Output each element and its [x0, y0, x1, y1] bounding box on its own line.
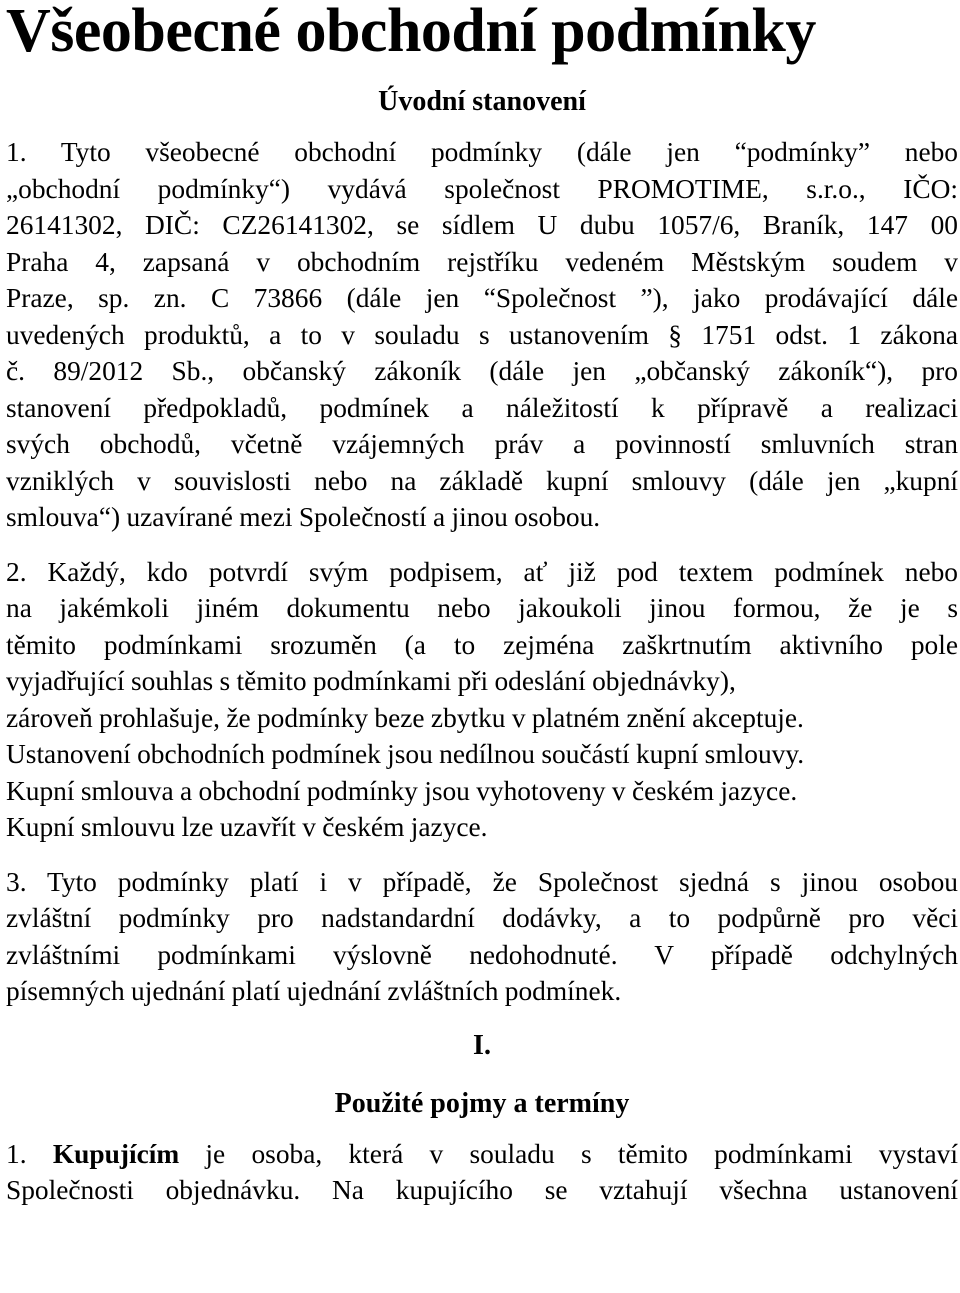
definition-paragraph [6, 1136, 958, 1209]
paragraph-line: zároveň prohlašuje, že podmínky beze zbytku v platném znění akceptuje. [6, 702, 804, 733]
paragraph-line: 3. Tyto podmínky platí i v případě, že Společnost sjedná s jinou osobou [6, 866, 958, 897]
section-title: Použité pojmy a termíny [334, 1087, 630, 1119]
paragraph-line [6, 1136, 958, 1173]
definition-text: je osoba, která v souladu s těmito podmínkami vystaví [179, 1138, 958, 1169]
paragraph-line: „obchodní podmínky“) vydává společnost PROMOTIME, s.r.o., IČO: [6, 173, 958, 204]
definition-term: Kupujícím [52, 1138, 180, 1169]
paragraph-line: svých obchodů, včetně vzájemných práv a povinností smluvních stran [6, 429, 958, 459]
paragraph-line: na jakémkoli jiném dokumentu nebo jakoukoli jinou formou, že je s [6, 593, 958, 623]
paragraph-line: 1. Tyto všeobecné obchodní podmínky (dále jen “podmínky” nebo [6, 137, 958, 167]
paragraph-line: zvláštní podmínky pro nadstandardní dodávky, a to podpůrně pro věci [6, 903, 958, 933]
document-page [6, 0, 958, 1209]
paragraph-line: Kupní smlouvu lze uzavřít v českém jazyce. [6, 812, 488, 842]
paragraph-line: zvláštními podmínkami výslovně nedohodnuté. V případě odchylných [6, 939, 958, 970]
paragraph-line: č. 89/2012 Sb., občanský zákoník (dále jen „občanský zákoník“), pro [6, 356, 958, 386]
paragraph-line: 26141302, DIČ: CZ26141302, se sídlem U dubu 1057/6, Braník, 147 00 [6, 210, 958, 240]
paragraph-line: stanovení předpokladů, podmínek a náležitostí k přípravě a realizaci [6, 392, 958, 423]
paragraph-2 [6, 554, 958, 846]
paragraph-line: Praha 4, zapsaná v obchodním rejstříku vedeném Městským soudem v [6, 246, 958, 277]
paragraph-line: uvedených produktů, a to v souladu s ustanovením § 1751 odst. 1 zákona [6, 319, 958, 350]
paragraph-line: písemných ujednání platí ujednání zvláštních podmínek. [6, 976, 622, 1006]
definition-number: 1. [6, 1138, 27, 1169]
paragraph-line: Praze, sp. zn. C 73866 (dále jen “Společnost ”), jako prodávající dále [6, 283, 958, 313]
paragraph-line: vzniklých v souvislosti nebo na základě kupní smlouvy (dále jen „kupní [6, 465, 958, 496]
paragraph-gap [6, 536, 958, 554]
paragraph-line: smlouva“) uzavírané mezi Společností a jinou osobou. [6, 502, 601, 532]
section-number: I. [473, 1029, 491, 1061]
paragraph-line: 2. Každý, kdo potvrdí svým podpisem, ať již pod textem podmínek nebo [6, 556, 958, 587]
paragraph-line: Ustanovení obchodních podmínek jsou nedílnou součástí kupní smlouvy. [6, 739, 805, 769]
paragraph-gap [6, 846, 958, 864]
document-title: Všeobecné obchodní podmínky [6, 0, 816, 65]
paragraph-line: vyjadřující souhlas s těmito podmínkami při odeslání objednávky), [6, 666, 736, 696]
paragraph-line: těmito podmínkami srozuměn (a to zejména zaškrtnutím aktivního pole [6, 629, 958, 660]
intro-heading: Úvodní stanovení [378, 86, 586, 117]
paragraph-line: Společnosti objednávku. Na kupujícího se vztahují všechna ustanovení [6, 1175, 958, 1205]
paragraph-line: Kupní smlouva a obchodní podmínky jsou vyhotoveny v českém jazyce. [6, 775, 798, 806]
paragraph-3 [6, 864, 958, 1010]
paragraph-1 [6, 134, 958, 536]
